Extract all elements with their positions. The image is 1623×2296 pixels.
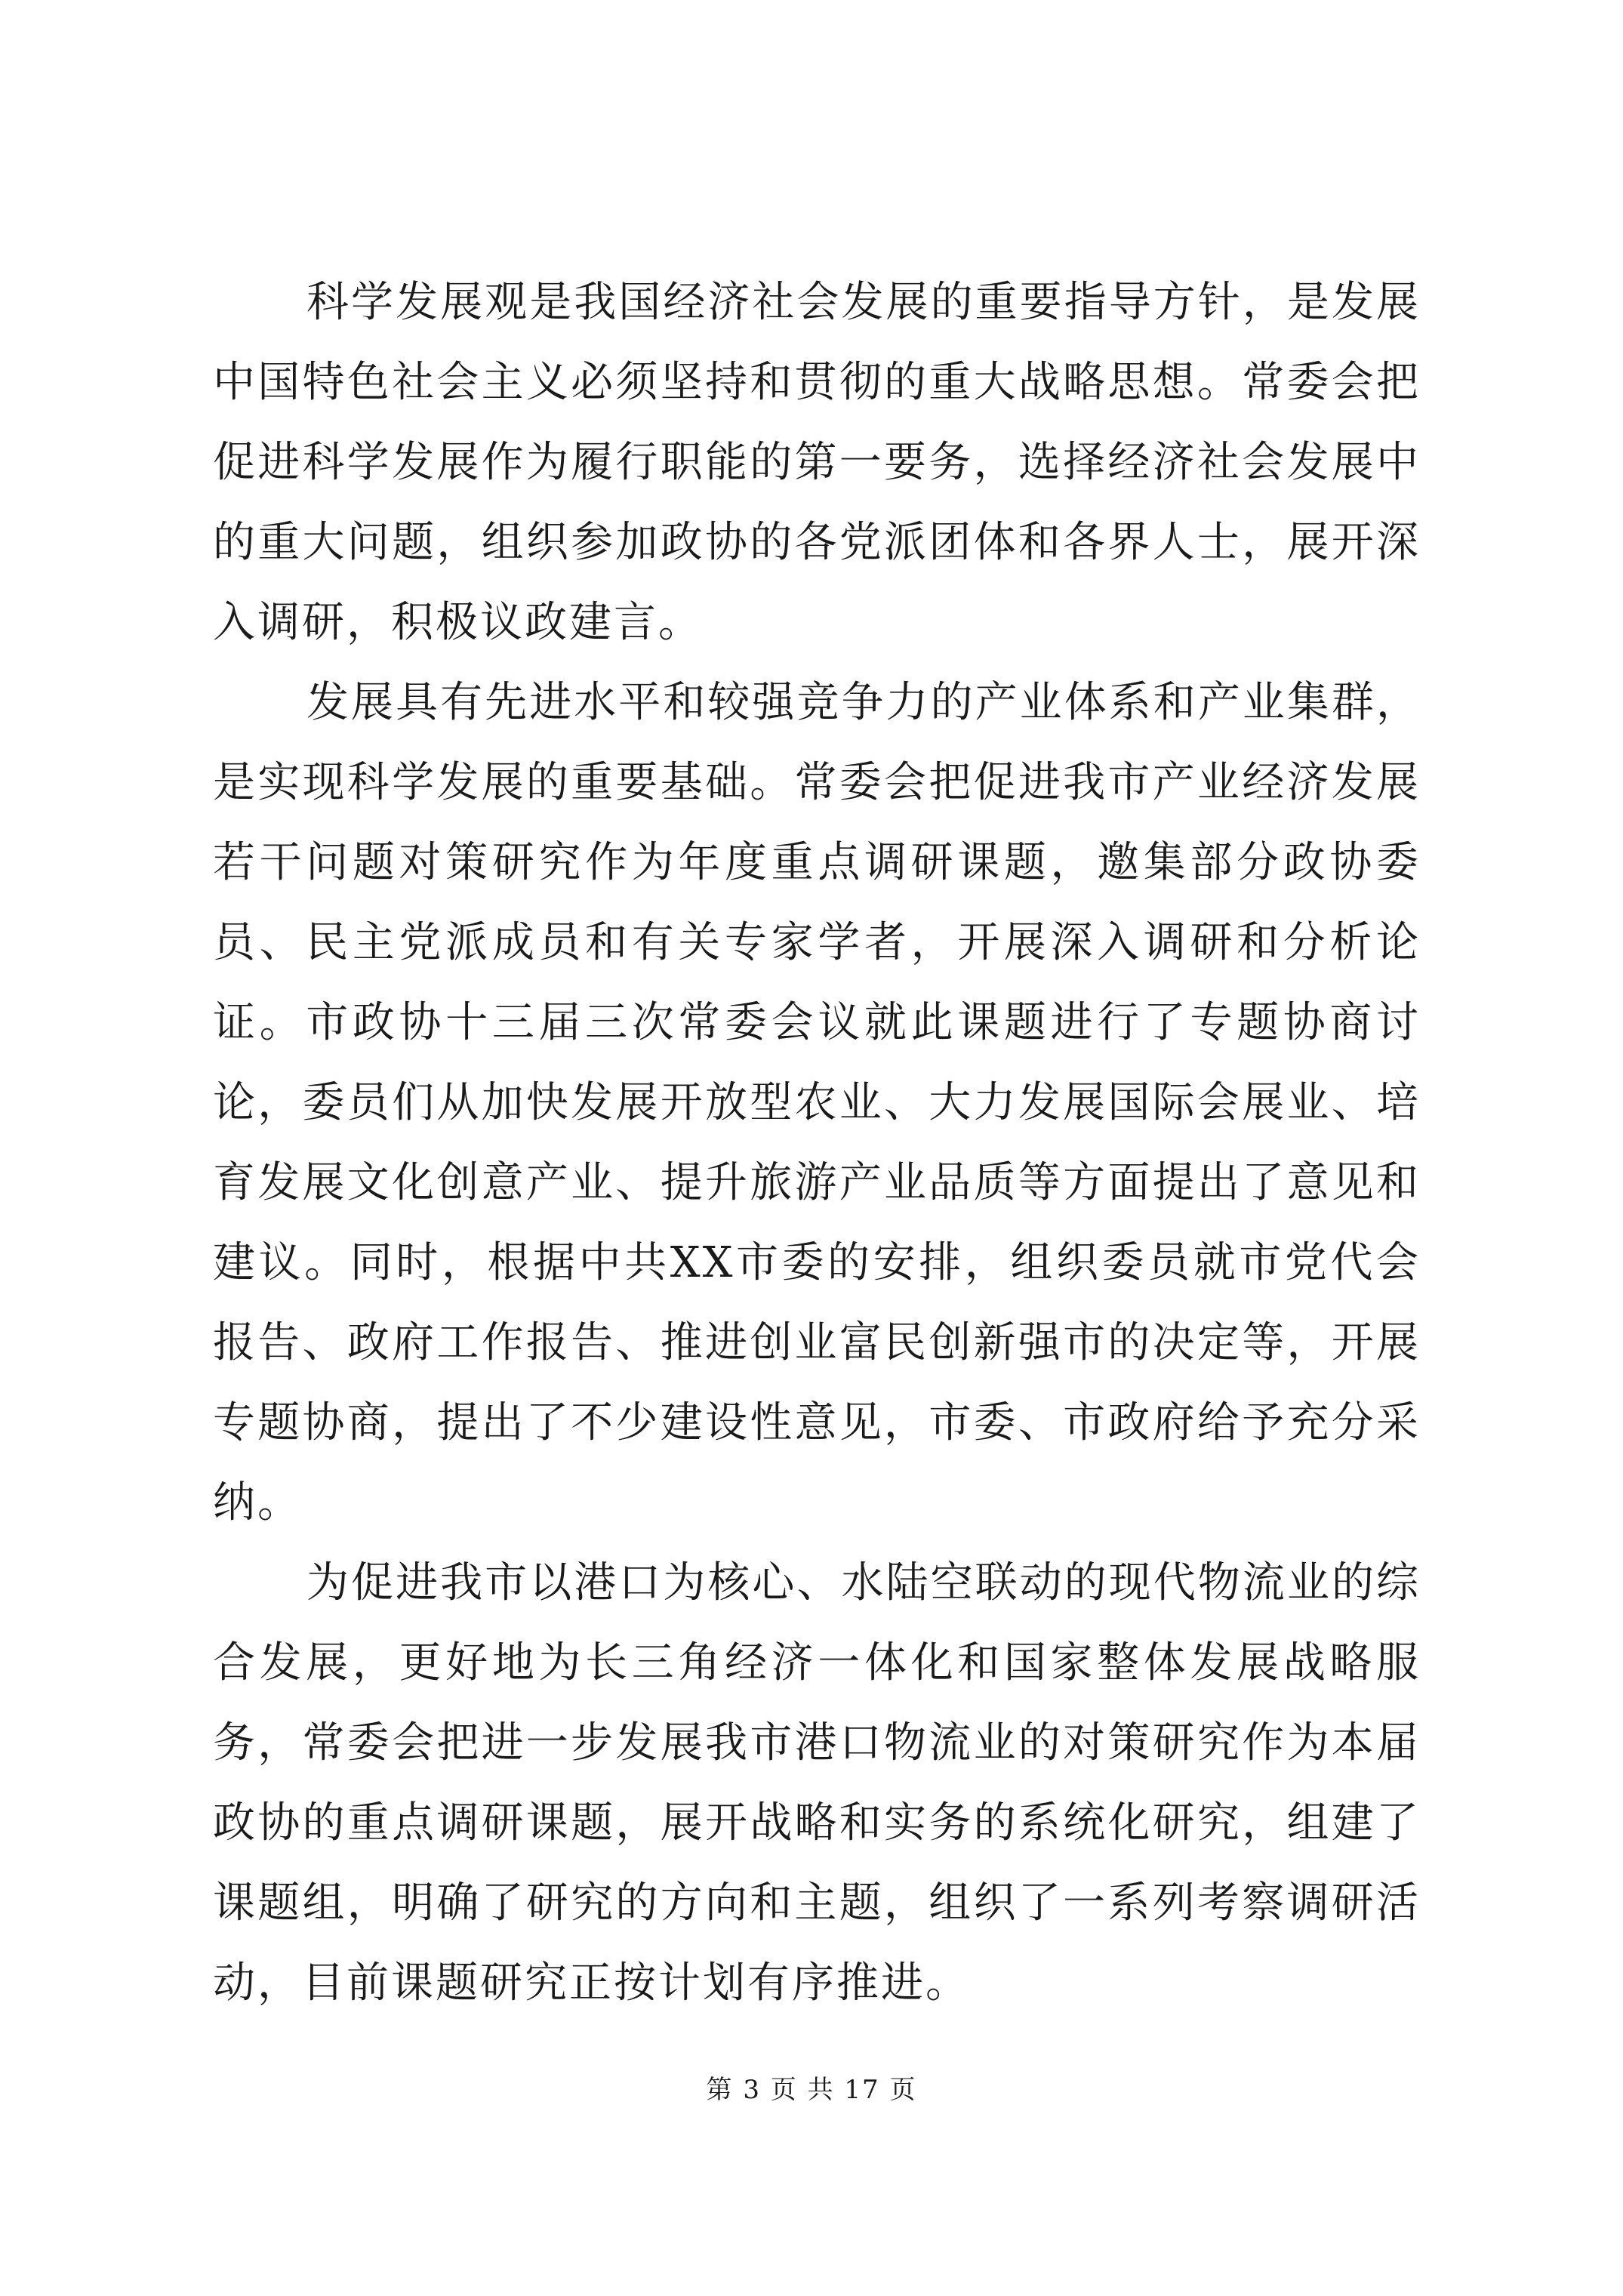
page-number-footer: 第 3 页 共 17 页 bbox=[706, 2075, 917, 2105]
paragraph-1: 科学发展观是我国经济社会发展的重要指导方针，是发展中国特色社会主义必须坚持和贯彻的重大战略思想。常委会把促进科学发展作为履行职能的第一要务，选择经济社会发展中的重大问题，组织参加政协的各党派团体和各界人士，展开深入调研，积极议政建言。 bbox=[213, 278, 1421, 647]
paragraph-2: 发展具有先进水平和较强竞争力的产业体系和产业集群，是实现科学发展的重要基础。常委会把促进我市产业经济发展若干问题对策研究作为年度重点调研课题，邀集部分政协委员、民主党派成员和有关专家学者，开展深入调研和分析论证。市政协十三届三次常委会议就此课题进行了专题协商讨论，委员们从加快发展开放型农业、大力发展国际会展业、培育发展文化创意产业、提升旅游产业品质等方面提出了意见和建议。同时，根据中共XX市委的安排，组织委员就市党代会报告、政府工作报告、推进创业富民创新强市的决定等，开展专题协商，提出了不少建设性意见，市委、市政府给予充分采纳。 bbox=[213, 678, 1421, 1527]
document-body bbox=[213, 263, 1421, 2023]
paragraph-3: 为促进我市以港口为核心、水陆空联动的现代物流业的综合发展，更好地为长三角经济一体化和国家整体发展战略服务，常委会把进一步发展我市港口物流业的对策研究作为本届政协的重点调研课题，展开战略和实务的系统化研究，组建了课题组，明确了研究的方向和主题，组织了一系列考察调研活动，目前课题研究正按计划有序推进。 bbox=[213, 1558, 1421, 2008]
